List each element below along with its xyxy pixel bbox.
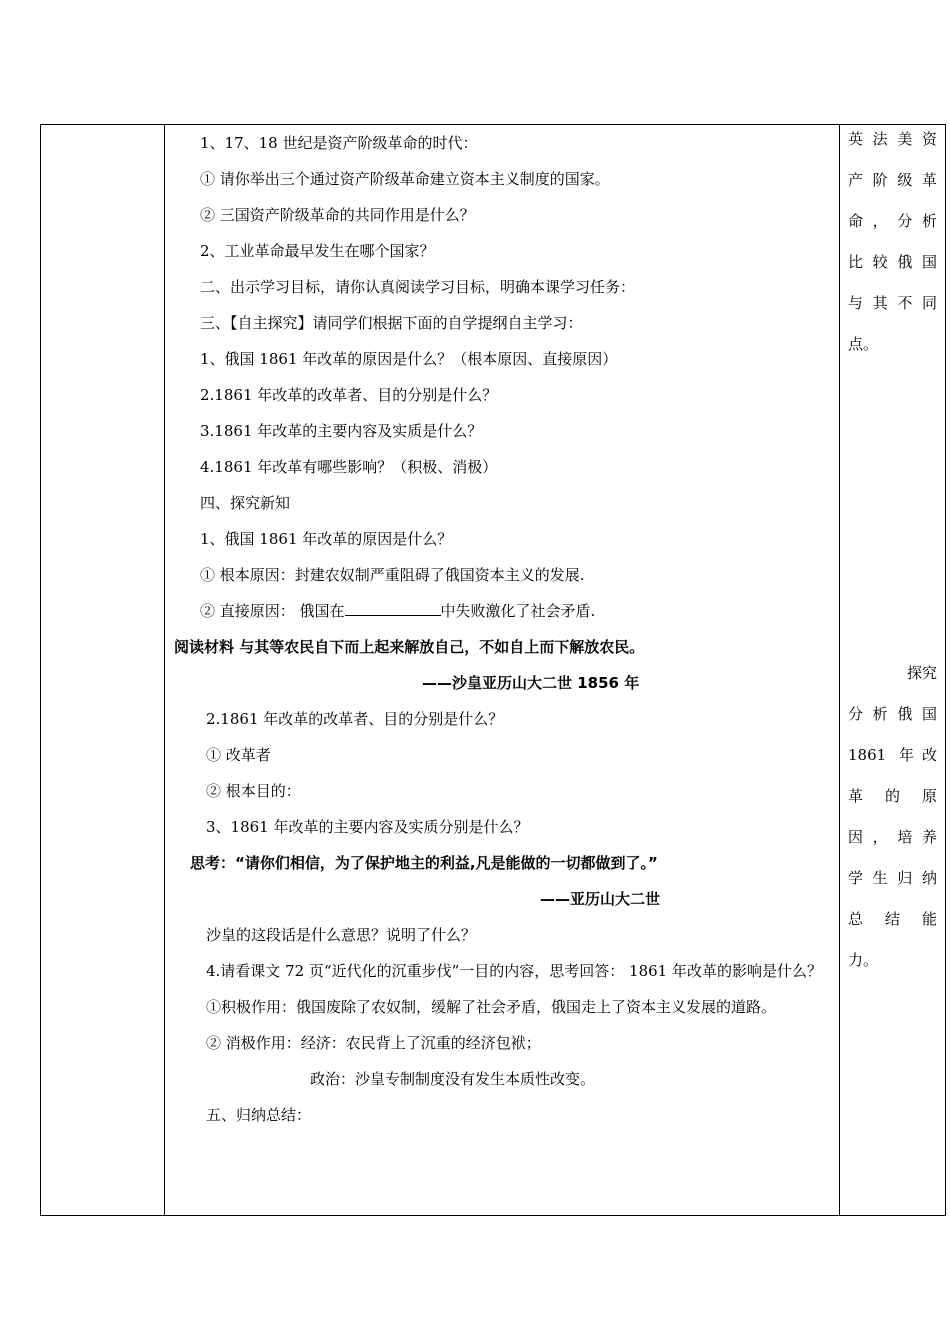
- text-line: 2.1861 年改革的改革者、目的分别是什么？: [200, 386, 498, 404]
- fill-blank-line: [174, 593, 830, 629]
- text-line: 3.1861 年改革的主要内容及实质是什么？: [200, 422, 483, 440]
- note-line: 比较俄国: [848, 253, 937, 271]
- text-fragment: 中失败激化了社会矛盾.: [440, 602, 596, 620]
- note-line: 点。: [848, 335, 879, 353]
- note-line: 1861 年改: [848, 746, 937, 764]
- section-heading: 五、归纳总结：: [206, 1106, 312, 1124]
- text-line: 4.1861 年改革有哪些影响？（积极、消极）: [200, 458, 498, 476]
- text-line: 1、俄国 1861 年改革的原因是什么？（根本原因、直接原因）: [200, 350, 618, 368]
- text-line: 2.1861 年改革的改革者、目的分别是什么？: [206, 710, 504, 728]
- notes-cell: [840, 125, 946, 1216]
- section-heading: 四、探究新知: [200, 494, 291, 512]
- reading-material: 阅读材料 与其等农民自下而上起来解放自己，不如自上而下解放农民。: [174, 638, 645, 656]
- quote-source: ——亚历山大二世: [540, 890, 661, 908]
- text-line: ② 根本目的：: [206, 782, 301, 800]
- text-line: ① 根本原因：封建农奴制严重阻碍了俄国资本主义的发展.: [200, 566, 585, 584]
- text-line: 1、17、18 世纪是资产阶级革命的时代：: [200, 134, 478, 152]
- note-line: 与其不同: [848, 294, 937, 312]
- note-line: 分析俄国: [848, 705, 937, 723]
- note-line: 产阶级革: [848, 171, 937, 189]
- section-heading: 三、【自主探究】请同学们根据下面的自学提纲自主学习：: [200, 314, 583, 332]
- text-paragraph: ①积极作用：俄国废除了农奴制，缓解了社会矛盾，俄国走上了资本主义发展的道路。: [206, 998, 777, 1016]
- note-line: 力。: [848, 951, 879, 969]
- notes-bottom: [848, 653, 937, 981]
- main-content-cell: [165, 125, 840, 1216]
- left-blank-cell: [41, 125, 165, 1216]
- text-line: 1、俄国 1861 年改革的原因是什么？: [200, 530, 453, 548]
- note-line: 英法美资: [848, 130, 937, 148]
- section-heading: 二、出示学习目标，请你认真阅读学习目标，明确本课学习任务：: [200, 278, 636, 296]
- lesson-plan-table: [40, 124, 946, 1216]
- quote-source: ——沙皇亚历山大二世 1856 年: [422, 674, 640, 692]
- text-line: ① 请你举出三个通过资产阶级革命建立资本主义制度的国家。: [200, 170, 610, 188]
- note-line: 学生归纳: [848, 869, 937, 887]
- text-line: 3、1861 年改革的主要内容及实质分别是什么？: [206, 818, 529, 836]
- thinking-quote: 思考：“请你们相信，为了保护地主的利益,凡是能做的一切都做到了。”: [190, 854, 658, 872]
- text-line: ① 改革者: [206, 746, 271, 764]
- text-paragraph: 4.请看课文 72 页“近代化的沉重步伐”一目的内容，思考回答： 1861 年改革的影响是什么？: [206, 962, 822, 980]
- note-line: 革的原: [848, 787, 937, 805]
- text-fragment: ② 直接原因： 俄国在: [200, 602, 345, 620]
- note-line: 因，培养: [848, 828, 937, 846]
- text-line: ② 三国资产阶级革命的共同作用是什么？: [200, 206, 475, 224]
- note-line: 探究: [906, 664, 937, 682]
- text-line: 沙皇的这段话是什么意思？说明了什么？: [206, 926, 477, 944]
- text-line: 政治：沙皇专制制度没有发生本质性改变。: [310, 1070, 596, 1088]
- notes-top: [848, 119, 937, 365]
- text-line: ② 消极作用：经济：农民背上了沉重的经济包袱；: [206, 1034, 541, 1052]
- text-line: 2、工业革命最早发生在哪个国家？: [200, 242, 435, 260]
- note-line: 命，分析: [848, 212, 937, 230]
- note-line: 总结能: [848, 910, 937, 928]
- answer-blank: [345, 601, 441, 616]
